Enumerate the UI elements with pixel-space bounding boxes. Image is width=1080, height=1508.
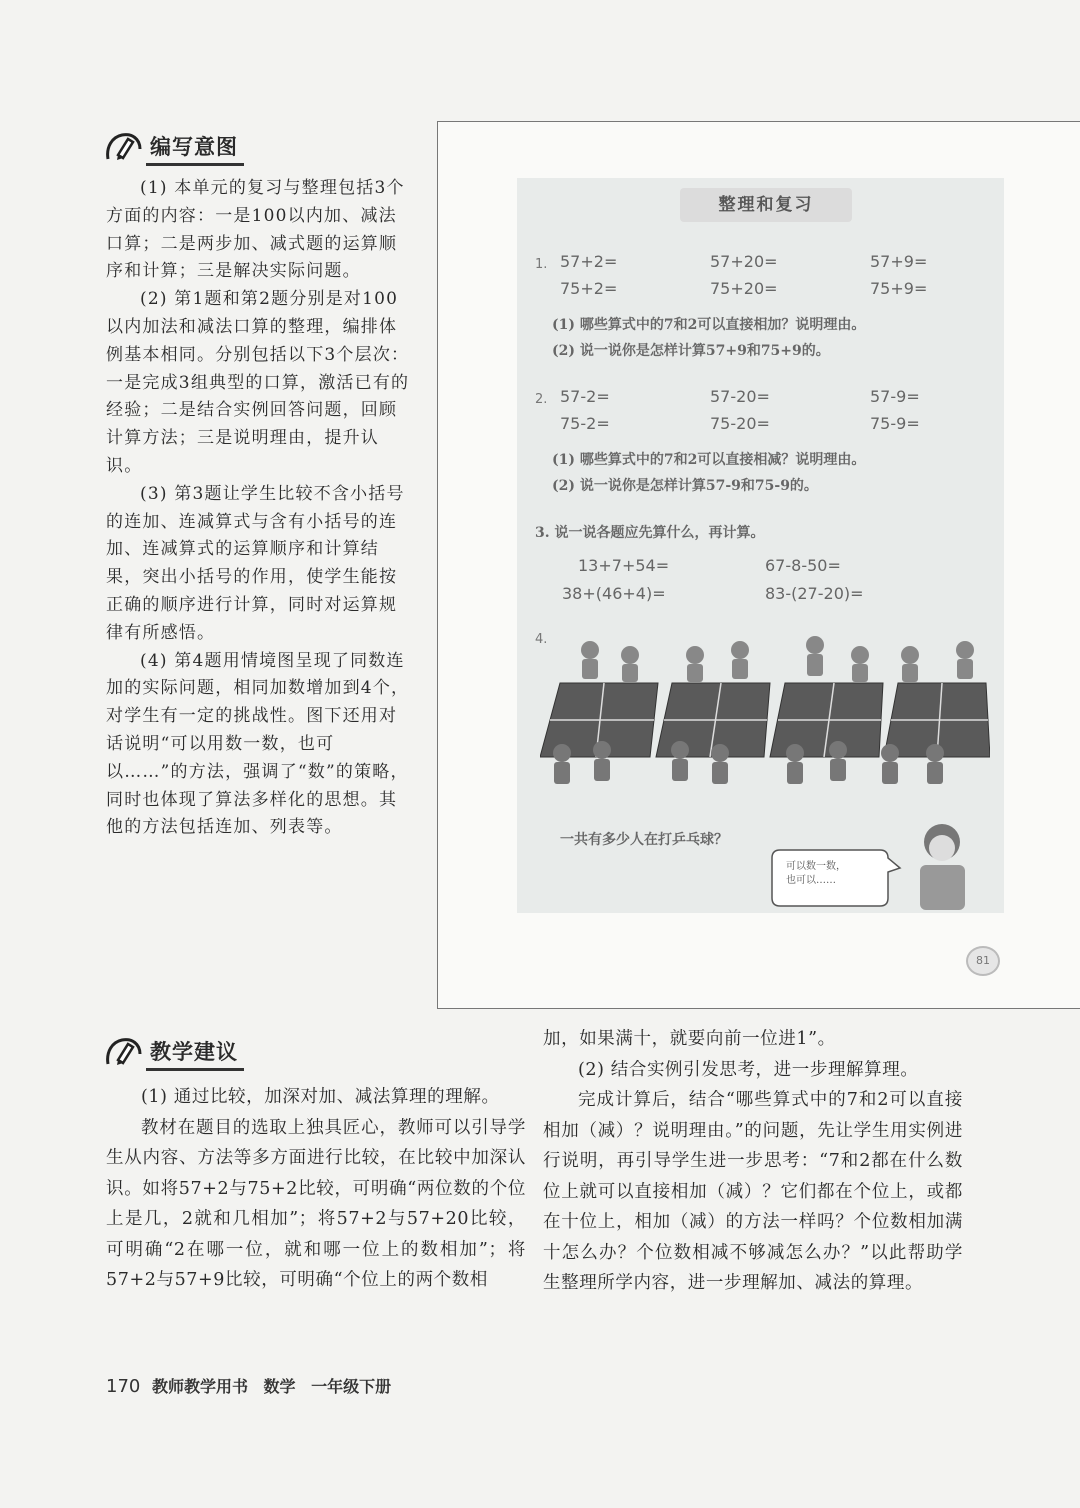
speech-bubble-text xyxy=(786,860,846,888)
book-title: 教师教学用书 xyxy=(151,1377,248,1396)
equation: 75+9= xyxy=(870,279,928,298)
equation: 83-(27-20)= xyxy=(765,584,864,603)
section-heading-suggestions xyxy=(104,1032,244,1072)
section-heading-intent xyxy=(104,127,244,167)
equation: 57-2= xyxy=(560,387,610,406)
intent-text xyxy=(106,175,411,842)
paragraph: (4) 第4题用情境图呈现了同数连加的实际问题，相同加数增加到4个，对学生有一定的挑战性。图下还用对话说明“可以用数一数，也可以……”的方法，强调了“数”的策略，同时也体现了算法多样化的思想。其他的方法包括连加、列表等。 xyxy=(106,650,410,838)
equation: 57-20= xyxy=(710,387,770,406)
equation: 57+2= xyxy=(560,252,618,271)
textbook-banner: 整理和复习 xyxy=(680,188,852,222)
paragraph: (1) 通过比较，加深对加、减法算理的理解。 xyxy=(141,1087,500,1107)
suggestions-right-column xyxy=(543,1024,963,1299)
equation: 57+9= xyxy=(870,252,928,271)
textbook-page-number: 81 xyxy=(966,946,1000,976)
paragraph: (2) 第1题和第2题分别是对100以内加法和减法口算的整理，编排体例基本相同。分别包括以下3个层次：一是完成3组典型的口算，激活已有的经验；二是结合实例回答问题，回顾计算方法；三是说明理由，提升认识。 xyxy=(106,289,410,476)
equation: 75+20= xyxy=(710,279,778,298)
paragraph: 加，如果满十，就要向前一位进1”。 xyxy=(543,1029,836,1049)
equation: 38+(46+4)= xyxy=(562,584,666,603)
paragraph: (3) 第3题让学生比较不含小括号的连加、连减算式与含有小括号的连加、连减算式的运算顺序和计算结果，突出小括号的作用，使学生能按正确的顺序进行计算，同时对运算规律有所感悟。 xyxy=(106,483,405,643)
grade: 一年级下册 xyxy=(311,1377,392,1396)
pen-icon xyxy=(104,129,144,165)
ping-pong-illustration xyxy=(540,625,990,810)
equation: 75-9= xyxy=(870,414,920,433)
paragraph: (2) 结合实例引发思考，进一步理解算理。 xyxy=(578,1059,919,1080)
equation: 75-20= xyxy=(710,414,770,433)
question-number: 2. xyxy=(535,392,548,407)
page-number: 170 xyxy=(106,1376,141,1397)
equation: 57+20= xyxy=(710,252,778,271)
equation: 67-8-50= xyxy=(765,556,841,575)
sub-question: (1) 哪些算式中的7和2可以直接相减？说明理由。 xyxy=(552,452,866,468)
speech-line: 可以数一数， xyxy=(786,861,846,872)
paragraph: (1) 本单元的复习与整理包括3个方面的内容：一是100以内加、减法口算；二是两步加、减式题的运算顺序和计算；三是解决实际问题。 xyxy=(106,178,405,282)
equation: 13+7+54= xyxy=(578,556,670,575)
question-number: 4. xyxy=(535,632,548,647)
subject: 数学 xyxy=(263,1377,296,1396)
paragraph: 教材在题目的选取上独具匠心，教师可以引导学生从内容、方法等多方面进行比较，在比较中加深认识。如将57+2与75+2比较，可明确“两位数的个位上是几，2就和几相加”；将57+2与57+20比较，可明确“2在哪一位，就和哪一位上的数相加”；将57+2与57+9比较，可明确“个位上的两个数相 xyxy=(106,1117,526,1290)
equation: 57-9= xyxy=(870,387,920,406)
suggestions-left-column xyxy=(106,1082,526,1296)
equation: 75+2= xyxy=(560,279,618,298)
pen-icon xyxy=(104,1034,144,1070)
question-text: 一共有多少人在打乒乓球？ xyxy=(560,832,728,848)
question-title: 3. 说一说各题应先算什么，再计算。 xyxy=(535,525,765,541)
speech-line: 也可以…… xyxy=(786,875,836,886)
page-footer xyxy=(106,1374,401,1397)
question-number: 1. xyxy=(535,257,548,272)
section-title: 编写意图 xyxy=(146,129,244,166)
section-title: 教学建议 xyxy=(146,1034,244,1071)
sub-question: (1) 哪些算式中的7和2可以直接相加？说明理由。 xyxy=(552,317,866,333)
equation: 75-2= xyxy=(560,414,610,433)
sub-question: (2) 说一说你是怎样计算57+9和75+9的。 xyxy=(552,343,830,359)
paragraph: 完成计算后，结合“哪些算式中的7和2可以直接相加（减）？说明理由。”的问题，先让学生用实例进行说明，再引导学生进一步思考：“7和2都在什么数位上就可以直接相加（减）？它们都在个位上，或都在十位上，相加（减）的方法一样吗？个位数相加满十怎么办？个位数相减不够减怎么办？”以此帮助学生整理所学内容，进一步理解加、减法的算理。 xyxy=(543,1090,963,1293)
sub-question: (2) 说一说你是怎样计算57-9和75-9的。 xyxy=(552,478,818,494)
